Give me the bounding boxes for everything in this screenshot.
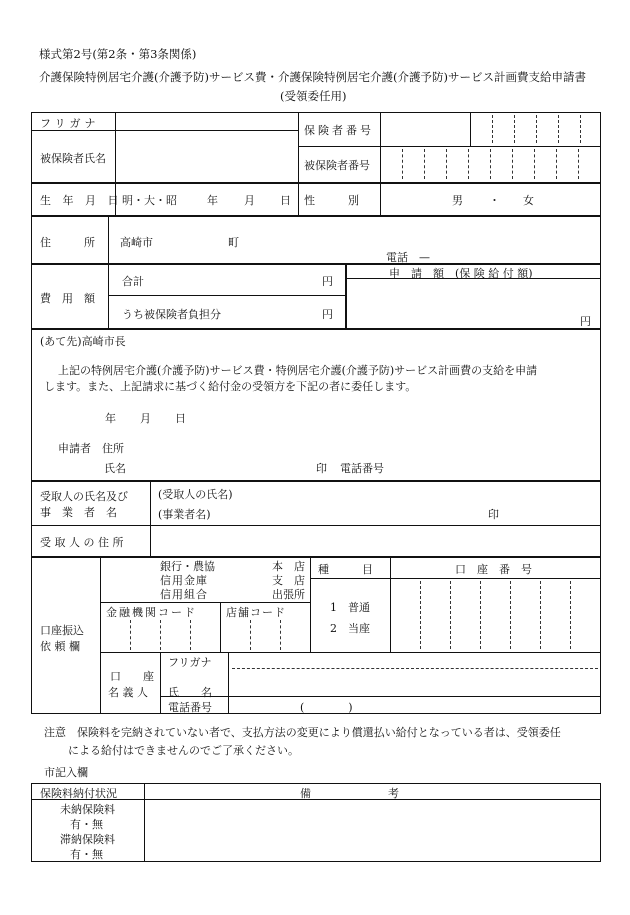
self-pay-label: うち被保険者負担分 bbox=[122, 308, 221, 321]
addressee: (あて先)高崎市長 bbox=[40, 335, 126, 348]
total-label: 合計 bbox=[122, 275, 144, 288]
holder-label-2: 名 義 人 bbox=[108, 686, 148, 699]
account-number-label: 口 座 番 号 bbox=[455, 563, 532, 576]
birthdate-label: 生 年 月 日 bbox=[40, 194, 123, 207]
declaration-line1: 上記の特例居宅介護(介護予防)サービス費・特例居宅介護(介護予防)サービス計画費の支給を申請 bbox=[58, 364, 538, 377]
branch-type-3: 出張所 bbox=[272, 588, 305, 601]
recipient-label-2: 事 業 者 名 bbox=[40, 506, 117, 519]
address-city: 高崎市 bbox=[120, 236, 153, 249]
sex-female: 女 bbox=[523, 194, 534, 207]
year-unit: 年 bbox=[207, 194, 218, 207]
bank-type-1: 銀行・農協 bbox=[160, 560, 215, 573]
branch-type-1: 本 店 bbox=[272, 560, 305, 573]
sex-male: 男 bbox=[452, 194, 463, 207]
address-tel: 電話 — bbox=[386, 251, 430, 264]
unpaid-label: 未納保険料 bbox=[60, 803, 115, 816]
unpaid-yes-no: 有・無 bbox=[70, 818, 103, 831]
applicant-name-label: 氏名 bbox=[104, 462, 126, 475]
bank-section-label-1: 口座振込 bbox=[40, 624, 84, 637]
insurer-number-label: 保険者番号 bbox=[304, 124, 374, 137]
holder-furigana-label: フリガナ bbox=[168, 656, 212, 669]
holder-name-label: 氏 名 bbox=[168, 686, 212, 699]
recipient-name-field: (受取人の氏名) bbox=[158, 488, 233, 501]
bank-section-label-2: 依 頼 欄 bbox=[40, 640, 80, 653]
overdue-yes-no: 有・無 bbox=[70, 848, 103, 861]
sex-label: 性 別 bbox=[304, 194, 359, 207]
city-section-heading: 市記入欄 bbox=[44, 766, 88, 779]
bank-code-label: 金融機関コード bbox=[106, 606, 197, 619]
form-subtitle: (受領委任用) bbox=[280, 89, 347, 103]
date-year: 年 bbox=[105, 412, 116, 425]
account-type-label: 種 目 bbox=[318, 563, 373, 576]
day-unit: 日 bbox=[280, 194, 291, 207]
branch-code-label: 店舗コード bbox=[226, 606, 286, 619]
recipient-label-1: 受取人の氏名及び bbox=[40, 490, 128, 503]
era-options: 明・大・昭 bbox=[122, 194, 177, 207]
account-type-ordinary: 1 普通 bbox=[330, 601, 370, 614]
total-yen: 円 bbox=[322, 275, 333, 288]
declaration-line2: します。また、上記請求に基づく給付金の受領方を下記の者に委任します。 bbox=[44, 380, 417, 393]
address-label: 住 所 bbox=[40, 236, 95, 249]
claim-yen: 円 bbox=[580, 315, 591, 328]
bank-type-2: 信用金庫 bbox=[160, 574, 208, 587]
notice-line1: 注意 保険料を完納されていない者で、支払方法の変更により償還払い給付となっている者は、受領委任 bbox=[44, 726, 561, 739]
notice-line2: による給付はできませんのでご了承ください。 bbox=[68, 744, 299, 757]
recipient-seal: 印 bbox=[488, 508, 499, 521]
date-day: 日 bbox=[175, 412, 186, 425]
insured-number-label: 被保険者番号 bbox=[304, 159, 370, 172]
cost-label: 費 用 額 bbox=[40, 292, 95, 305]
recipient-address-label: 受 取 人 の 住 所 bbox=[40, 536, 124, 549]
claim-amount-label: 申 請 額 (保 険 給 付 額) bbox=[389, 267, 533, 280]
date-month: 月 bbox=[140, 412, 151, 425]
month-unit: 月 bbox=[244, 194, 255, 207]
insured-name-label: 被保険者氏名 bbox=[40, 152, 106, 165]
furigana-label: フリガナ bbox=[40, 117, 100, 130]
payment-status-label: 保険料納付状況 bbox=[40, 787, 117, 800]
holder-tel-paren: ( ) bbox=[300, 701, 353, 714]
applicant-tel-label: 電話番号 bbox=[340, 462, 384, 475]
recipient-company-field: (事業者名) bbox=[158, 508, 211, 521]
overdue-label: 滞納保険料 bbox=[60, 833, 115, 846]
address-town: 町 bbox=[228, 236, 239, 249]
bank-type-3: 信用組合 bbox=[160, 588, 208, 601]
applicant-seal: 印 bbox=[316, 462, 327, 475]
form-title: 介護保険特例居宅介護(介護予防)サービス費・介護保険特例居宅介護(介護予防)サービス計画費支給申請書 bbox=[39, 70, 586, 84]
sex-separator: ・ bbox=[489, 194, 500, 207]
applicant-address-label: 申請者 住所 bbox=[58, 442, 124, 455]
form-number: 様式第2号(第2条・第3条関係) bbox=[39, 47, 197, 61]
holder-tel-label: 電話番号 bbox=[168, 701, 212, 714]
account-type-current: 2 当座 bbox=[330, 622, 370, 635]
remarks-label: 備 考 bbox=[300, 787, 399, 800]
holder-label-1: 口 座 bbox=[110, 670, 154, 683]
self-pay-yen: 円 bbox=[322, 308, 333, 321]
branch-type-2: 支 店 bbox=[272, 574, 305, 587]
